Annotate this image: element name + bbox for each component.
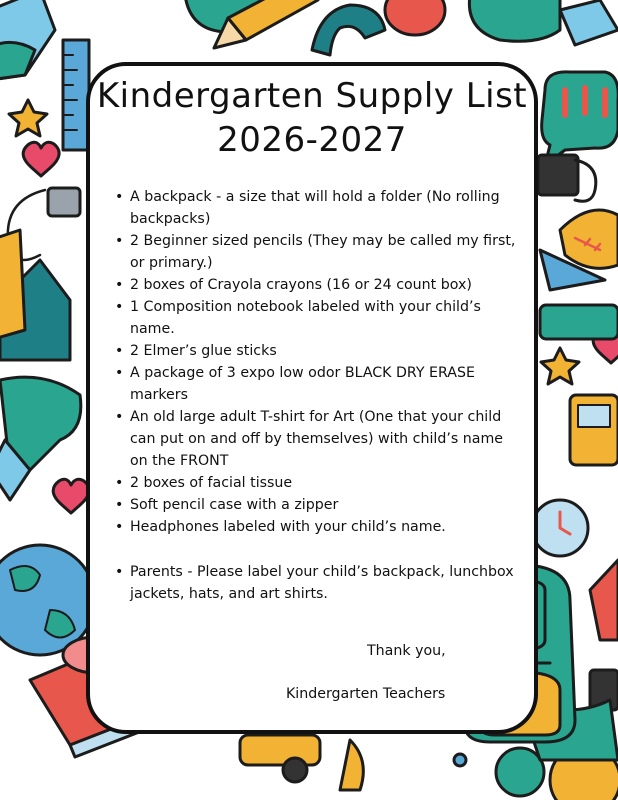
heart-icon xyxy=(23,142,59,176)
parent-note-list xyxy=(112,561,518,605)
alarm-clock-icon xyxy=(532,500,588,556)
list-item: • A backpack - a size that will hold a folder (No rolling backpacks) xyxy=(112,186,518,230)
flask-icon xyxy=(0,0,55,80)
page-title xyxy=(86,74,538,162)
list-item: • 2 boxes of Crayola crayons (16 or 24 count box) xyxy=(112,274,518,296)
closing-text: Thank you, xyxy=(367,643,446,659)
list-item: • Soft pencil case with a zipper xyxy=(112,494,518,516)
list-item: • A package of 3 expo low odor BLACK DRY ERASE markers xyxy=(112,362,518,406)
list-item: • 2 boxes of facial tissue xyxy=(112,472,518,494)
football-icon xyxy=(560,210,618,268)
signature-text: Kindergarten Teachers xyxy=(286,686,446,702)
list-item: • 1 Composition notebook labeled with your child’s name. xyxy=(112,296,518,340)
supply-list xyxy=(112,186,518,538)
title-line-2: 2026-2027 xyxy=(217,120,407,160)
list-item: • 2 Elmer’s glue sticks xyxy=(112,340,518,362)
list-item: • 2 Beginner sized pencils (They may be called my first, or primary.) xyxy=(112,230,518,274)
speech-bubble-icon xyxy=(542,72,618,165)
title-line-1: Kindergarten Supply List xyxy=(96,76,528,116)
list-item: • Headphones labeled with your child’s name. xyxy=(112,516,518,538)
heart-icon xyxy=(53,479,89,513)
list-item: • An old large adult T-shirt for Art (One that your child can put on and off by themselves) with child’s name on the FRONT xyxy=(112,406,518,472)
star-icon xyxy=(9,100,47,136)
parent-note: • Parents - Please label your child’s backpack, lunchbox jackets, hats, and art shirts. xyxy=(112,561,518,605)
paper-clip-icon xyxy=(538,155,596,201)
star-icon xyxy=(541,348,579,384)
